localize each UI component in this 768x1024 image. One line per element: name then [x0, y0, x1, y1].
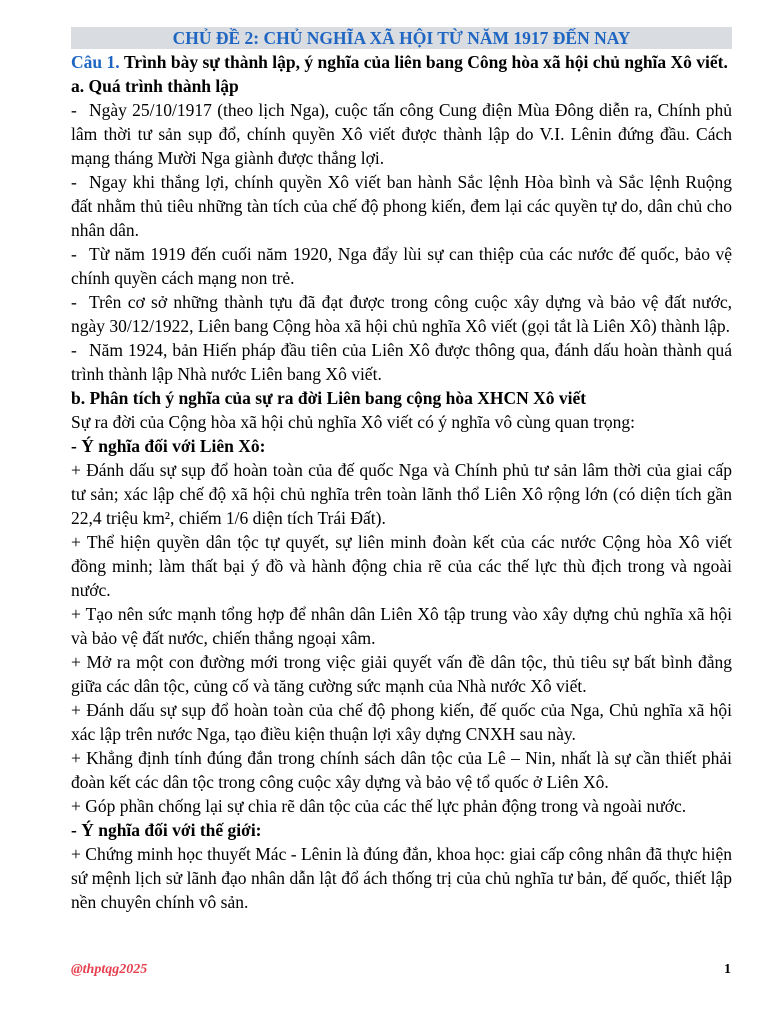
- list-item-text: Ngay khi thắng lợi, chính quyền Xô viết ban hành Sắc lệnh Hòa bình và Sắc lệnh Ruộng đất nhằm thủ tiêu những tàn tích của chế độ phong kiến, đem lại các quyền tự do, dân chủ cho nhân dân.: [71, 172, 732, 240]
- list-item: [71, 242, 732, 290]
- section-a-heading: a. Quá trình thành lập: [71, 76, 239, 96]
- plus-marker: +: [71, 460, 81, 480]
- plus-marker: +: [71, 700, 81, 720]
- list-item: [71, 698, 732, 746]
- list-item: [71, 458, 732, 530]
- page-content: [71, 27, 732, 914]
- list-item: [71, 98, 732, 170]
- footer-handle: @thptqg2025: [71, 962, 148, 977]
- list-item: [71, 794, 732, 818]
- list-item-text: Từ năm 1919 đến cuối năm 1920, Nga đẩy lùi sự can thiệp của các nước đế quốc, bảo vệ chính quyền cách mạng non trẻ.: [71, 244, 732, 288]
- list-item-text: Tạo nên sức mạnh tổng hợp để nhân dân Liên Xô tập trung vào xây dựng chủ nghĩa xã hội và bảo vệ đất nước, chiến thắng ngoại xâm.: [71, 604, 732, 648]
- plus-marker: +: [71, 604, 81, 624]
- list-item-text: Mở ra một con đường mới trong việc giải quyết vấn đề dân tộc, thủ tiêu sự bất bình đẳng giữa các dân tộc, củng cố và tăng cường sức mạnh của Nhà nước Xô viết.: [71, 652, 732, 696]
- dash-marker: -: [71, 340, 77, 360]
- list-item-text: Thể hiện quyền dân tộc tự quyết, sự liên minh đoàn kết của các nước Cộng hòa Xô viết đồng minh; làm thất bại ý đồ và hành động chia rẽ của các thế lực thù địch trong và ngoài nước.: [71, 532, 733, 600]
- plus-marker: +: [71, 844, 81, 864]
- list-item: [71, 290, 732, 338]
- list-item: [71, 842, 732, 914]
- list-item: [71, 530, 732, 602]
- plus-marker: +: [71, 748, 81, 768]
- question-text: Trình bày sự thành lập, ý nghĩa của liên bang Công hòa xã hội chủ nghĩa Xô viết.: [124, 52, 728, 72]
- question-label: Câu 1.: [71, 52, 120, 72]
- list-item-text: Khẳng định tính đúng đắn trong chính sách dân tộc của Lê – Nin, nhất là sự cần thiết phải đoàn kết các dân tộc trong công cuộc xây dựng và bảo vệ tổ quốc ở Liên Xô.: [71, 748, 732, 792]
- list-item: [71, 650, 732, 698]
- section-b-intro: Sự ra đời của Cộng hòa xã hội chủ nghĩa Xô viết có ý nghĩa vô cùng quan trọng:: [71, 412, 636, 432]
- plus-marker: +: [71, 532, 81, 552]
- page-number: 1: [724, 962, 731, 977]
- group-heading-the-gioi: - Ý nghĩa đối với thế giới:: [71, 820, 262, 840]
- question-line: [71, 50, 732, 74]
- list-item-text: Ngày 25/10/1917 (theo lịch Nga), cuộc tấn công Cung điện Mùa Đông diễn ra, Chính phủ lâm thời tư sản sụp đổ, chính quyền Xô viết được thành lập do V.I. Lênin đứng đầu. Cách mạng tháng Mười Nga giành được thắng lợi.: [71, 100, 732, 168]
- dash-marker: -: [71, 244, 77, 264]
- plus-marker: +: [71, 652, 81, 672]
- list-item: [71, 602, 732, 650]
- section-b-heading: b. Phân tích ý nghĩa của sự ra đời Liên bang cộng hòa XHCN Xô viết: [71, 388, 587, 408]
- list-item: [71, 170, 732, 242]
- list-item: [71, 338, 732, 386]
- list-item: [71, 746, 732, 794]
- list-item-text: Đánh dấu sự sụp đổ hoàn toàn của chế độ phong kiến, đế quốc của Nga, Chủ nghĩa xã hội xác lập trên nước Nga, tạo điều kiện thuận lợi xây dựng CNXH sau này.: [71, 700, 733, 744]
- list-item-text: Góp phần chống lại sự chia rẽ dân tộc của các thế lực phản động trong và ngoài nước.: [85, 796, 687, 816]
- dash-marker: -: [71, 172, 77, 192]
- plus-marker: +: [71, 796, 81, 816]
- topic-title: CHỦ ĐỀ 2: CHỦ NGHĨA XÃ HỘI TỪ NĂM 1917 ĐẾN NAY: [71, 27, 732, 49]
- list-item-text: Năm 1924, bản Hiến pháp đầu tiên của Liên Xô được thông qua, đánh dấu hoàn thành quá trình thành lập Nhà nước Liên bang Xô viết.: [71, 340, 732, 384]
- dash-marker: -: [71, 100, 77, 120]
- list-item-text: Đánh dấu sự sụp đổ hoàn toàn của đế quốc Nga và Chính phủ tư sản lâm thời của giai cấp tư sản; xác lập chế độ xã hội chủ nghĩa trên toàn lãnh thổ Liên Xô rộng lớn (có diện tích gần 22,4 triệu km², chiếm 1/6 diện tích Trái Đất).: [71, 460, 733, 528]
- group-heading-lien-xo: - Ý nghĩa đối với Liên Xô:: [71, 436, 266, 456]
- list-item-text: Chứng minh học thuyết Mác - Lênin là đúng đắn, khoa học: giai cấp công nhân đã thực hiện sứ mệnh lịch sử lãnh đạo nhân dẫn lật đổ ách thống trị của chủ nghĩa tư bản, đế quốc, thiết lập nền chuyên chính vô sản.: [71, 844, 733, 912]
- dash-marker: -: [71, 292, 77, 312]
- list-item-text: Trên cơ sở những thành tựu đã đạt được trong công cuộc xây dựng và bảo vệ đất nước, ngày 30/12/1922, Liên bang Cộng hòa xã hội chủ nghĩa Xô viết (gọi tắt là Liên Xô) thành lập.: [71, 292, 732, 336]
